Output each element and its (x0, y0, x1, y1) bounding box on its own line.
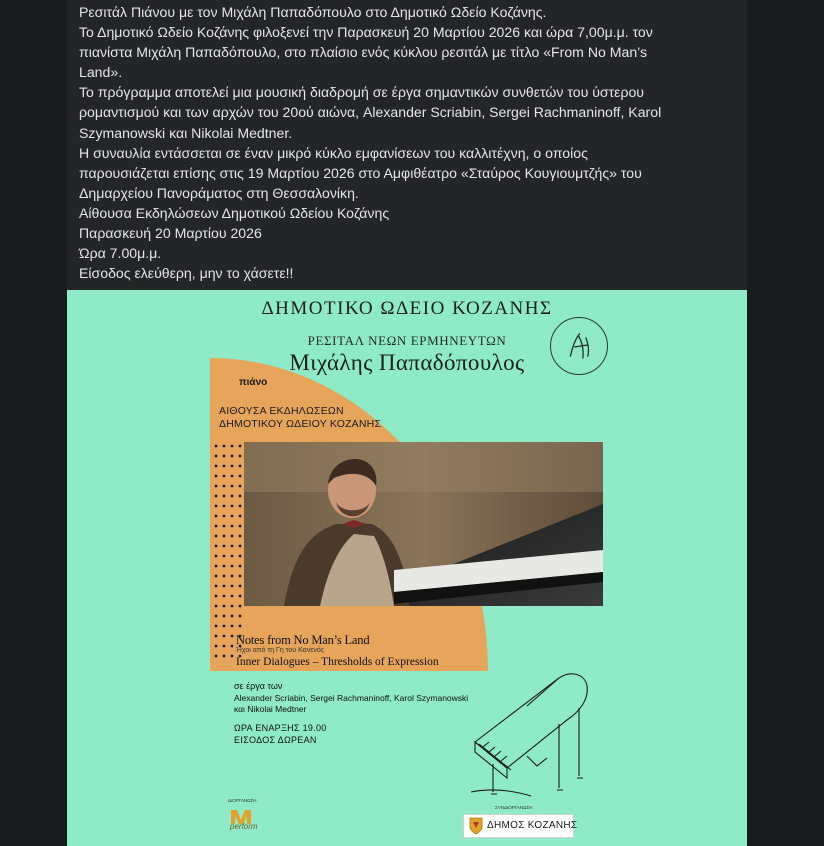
post-card (67, 0, 747, 846)
start-time: ΩΡΑ ΕΝΑΡΞΗΣ 19.00 (234, 723, 327, 733)
organizer-name: perform (230, 822, 258, 831)
municipality-emblem-icon (469, 817, 483, 835)
post-text-line: Αίθουσα Εκδηλώσεων Δημοτικού Ωδείου Κοζάνης (79, 204, 390, 221)
program-subtitle: Ήχοι από τη Γη του Κανενός (236, 647, 325, 654)
pianist-photo (244, 442, 603, 606)
post-text-line: Ρεσιτάλ Πιάνου με τον Μιχάλη Παπαδόπουλο στο Δημοτικό Ωδείο Κοζάνης. (79, 4, 547, 20)
post-text-line: Παρασκευή 20 Μαρτίου 2026 (79, 225, 262, 242)
organizer-label: ΔΙΟΡΓΑΝΩΣΗ (228, 798, 257, 803)
composers-line: Alexander Scriabin, Sergei Rachmaninoff, Karol Szymanowski (234, 693, 469, 703)
post-text-line: Το Δημοτικό Ωδείο Κοζάνης φιλοξενεί την Παρασκευή 20 Μαρτίου 2026 και ώρα 7,00μ.μ. τον (79, 24, 653, 41)
post-image-poster[interactable] (67, 290, 747, 846)
grand-piano-icon (467, 660, 597, 800)
program-title: Notes from No Man’s Land (236, 633, 370, 647)
municipality-name: ΔΗΜΟΣ ΚΟΖΑΝΗΣ (487, 820, 578, 831)
poster-performer-name: Μιχάλης Παπαδόπουλος (289, 350, 525, 375)
dot-pattern (212, 440, 246, 662)
poster-venue-line: ΑΙΘΟΥΣΑ ΕΚΔΗΛΩΣΕΩΝ (219, 405, 344, 417)
post-text-line: Το πρόγραμμα αποτελεί μια μουσική διαδρομή σε έργα σημαντικών συνθετών του ύστερου (79, 84, 645, 101)
composers-line: και Nikolai Medtner (234, 704, 307, 714)
poster-instrument: πιάνο (239, 377, 268, 388)
post-text-line: Land». (79, 64, 123, 81)
co-organizer-label: ΣΥΝΔΙΟΡΓΑΝΩΣΗ (495, 805, 533, 810)
post-text-line: Δημαρχείου Πανοράματος στη Θεσσαλονίκη. (79, 184, 359, 201)
program-inner-title: Inner Dialogues – Thresholds of Expression (236, 656, 439, 668)
conservatory-logo-icon (550, 317, 608, 375)
poster-venue-line: ΔΗΜΟΤΙΚΟΥ ΩΔΕΙΟΥ ΚΟΖΑΝΗΣ (219, 418, 382, 430)
post-text-line: ρομαντισμού και των αρχών του 20ού αιώνα, Alexander Scriabin, Sergei Rachmaninoff, Karol (79, 104, 662, 121)
poster-title: ΔΗΜΟΤΙΚΟ ΩΔΕΙΟ ΚΟΖΑΝΗΣ (261, 298, 553, 319)
poster-venue (219, 405, 381, 431)
post-text-line: παρουσιάζεται επίσης στις 19 Μαρτίου 2026 στο Αμφιθέατρο «Σταύρος Κουγιουμτζής» του (79, 164, 642, 181)
post-text-line: Η συναυλία εντάσσεται σε έναν μικρό κύκλο εμφανίσεων του καλλιτέχνη, ο οποίος (79, 144, 588, 161)
free-entry: ΕΙΣΟΔΟΣ ΔΩΡΕΑΝ (234, 735, 317, 745)
post-text-line: Είσοδος ελεύθερη, μην το χάσετε!! (79, 265, 294, 282)
perform-logo-icon (227, 806, 287, 836)
post-text (79, 2, 739, 283)
works-intro: σε έργα των (234, 681, 283, 691)
poster-subtitle: ΡΕΣΙΤΑΛ ΝΕΩΝ ΕΡΜΗΝΕΥΤΩΝ (307, 333, 507, 348)
post-text-line: πιανίστα Μιχάλη Παπαδόπουλο, στο πλαίσιο ενός κύκλου ρεσιτάλ με τίτλο «From No Man’s (79, 44, 648, 61)
post-text-line: Ώρα 7.00μ.μ. (79, 245, 162, 262)
post-text-line: Szymanowski και Nikolai Medtner. (79, 124, 293, 141)
